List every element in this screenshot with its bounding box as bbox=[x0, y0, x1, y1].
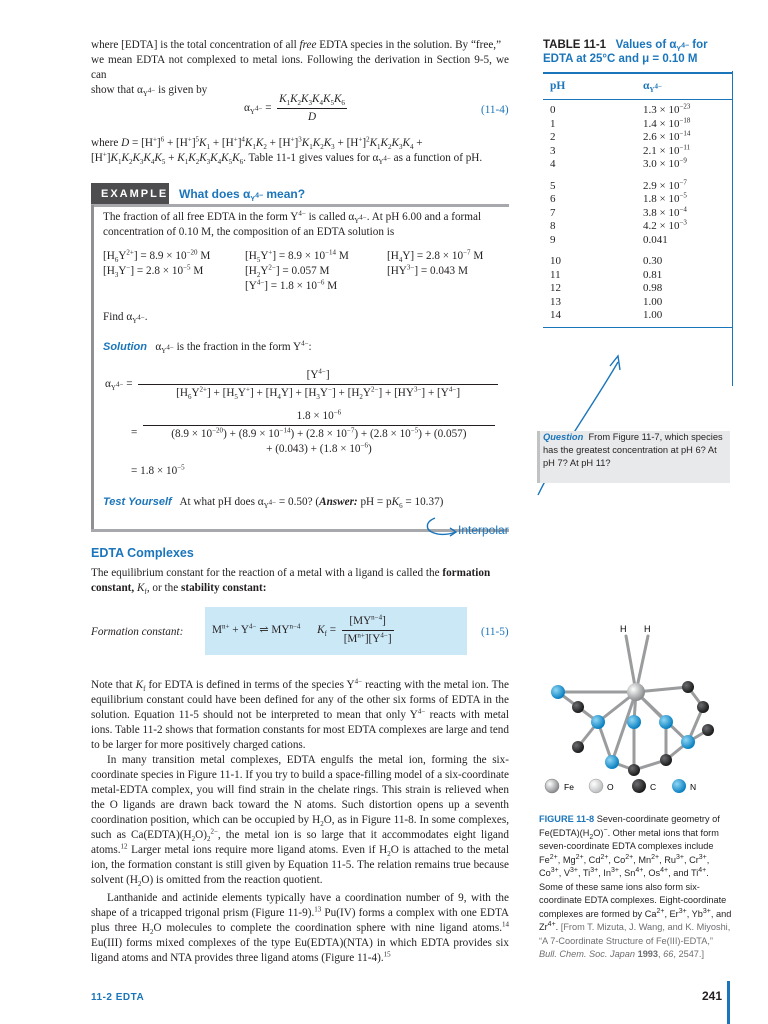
legend-o: O bbox=[607, 782, 614, 792]
table-11-1 bbox=[543, 38, 733, 328]
table-row bbox=[543, 204, 733, 221]
table-row bbox=[543, 104, 733, 118]
question-text: From Figure 11-7, which species has the greatest concentration at pH 6? At pH 7? At pH 11? bbox=[543, 432, 723, 468]
alpha-cell: 0.30 bbox=[643, 255, 663, 267]
table-header bbox=[543, 74, 733, 100]
column-header-ph: pH bbox=[550, 80, 566, 92]
table-row bbox=[543, 158, 733, 172]
alpha-cell: $2.1 \times 10^{-11}$ bbox=[643, 142, 691, 157]
formation-constant-label: Formation constant: bbox=[91, 626, 184, 638]
footer-section: 11-2 EDTA bbox=[91, 992, 145, 1003]
table-row bbox=[543, 234, 733, 248]
alpha-cell: $1.4 \times 10^{-18}$ bbox=[643, 115, 691, 130]
equation-number-11-5: (11-5) bbox=[481, 626, 509, 638]
ph-cell: 9 bbox=[550, 233, 556, 246]
definition-of-d: where $D = [H^+]^6 + [H^+]^5K_1 + [H^+]^4K_1K_2 + [H^+]^3K_1K_2K_3 + [H^+]^2K_1K_2K_3K_4$ + $[H^+]K_1K_2K_3K_4K_5 + K_1K_2K_3K_4K_5K_6$. Table 11-1 gives values for $\alpha_{Y^{4-}}$ as a function of pH. bbox=[91, 135, 483, 167]
ph-cell: 6 bbox=[550, 193, 556, 205]
figure-source: [From T. Mizuta, J. Wang, and K. Miyoshi, “A 7-Coordinate Structure of Fe(III)-EDTA,” Bull. Chem. Soc. Japan 1993, 66, 2547.] bbox=[539, 922, 731, 959]
alpha-cell: $1.8 \times 10^{-5}$ bbox=[643, 191, 687, 205]
table-row bbox=[543, 131, 733, 145]
alpha-cell: 0.98 bbox=[643, 282, 663, 294]
figure-11-8-molecule bbox=[538, 622, 730, 797]
intro-line: we mean EDTA not complexed to metal ions. Following the derivation in Section 9-5, we can bbox=[91, 54, 509, 81]
ph-cell: 2 bbox=[550, 131, 556, 143]
table-title-line2: EDTA at 25°C and μ = 0.10 M bbox=[543, 53, 698, 65]
ph-cell: 0 bbox=[550, 104, 556, 116]
find-text: Find $\alpha_{Y^{4-}}$. bbox=[103, 311, 148, 326]
intro-text bbox=[91, 38, 509, 98]
column-header-alpha: $\alpha_{Y^{4-}}$ bbox=[643, 80, 662, 95]
ph-cell: 5 bbox=[550, 179, 556, 192]
hydrogen-label: H bbox=[644, 624, 651, 634]
example-tag: EXAMPLE bbox=[91, 183, 169, 205]
ph-cell: 7 bbox=[550, 206, 556, 219]
table-row bbox=[543, 177, 733, 194]
table-label: TABLE 11-1 bbox=[543, 39, 607, 51]
solution-equation-2: = $1.8 \times 10^{-6}$ $(8.9 \times 10^{-20}) + (8.9 \times 10^{-14}) + (2.8 \times 10^{-7}) + (2.8 \times 10^{-5}) + (0.057)$ + $(0.043) + (1.8 \times 10^{-6})$ bbox=[131, 409, 495, 457]
table-row bbox=[543, 220, 733, 234]
legend-n: N bbox=[690, 782, 697, 792]
ph-cell: 10 bbox=[550, 255, 561, 267]
ph-cell: 4 bbox=[550, 158, 556, 170]
body-paragraph-3: Lanthanide and actinide elements typically have a coordination number of 9, with the shape of a tricapped trigonal prism (Figure 11-9).$^{13}$ Pu(IV) forms a complex with one EDTA plus three $H_2O$ molecules to complete the coordination sphere with nine ligand atoms.$^{14}$ Eu(III) forms mixed complexes of the type Eu(EDTA)(NTA) in which EDTA provides six ligand atoms and NTA provides three ligand atoms (Figure 11-4).$^{15}$ bbox=[91, 892, 510, 964]
hydrogen-label: H bbox=[620, 624, 627, 634]
ph-cell: 14 bbox=[550, 309, 561, 321]
table-row bbox=[543, 282, 733, 296]
table-title-text: Values of $\alpha_{Y^{4-}}$ for bbox=[615, 39, 708, 54]
legend-fe: Fe bbox=[564, 782, 574, 792]
intro-line: where [EDTA] is the total concentration of all free EDTA species in the solution. By “free,” bbox=[91, 39, 502, 51]
ph-cell: 8 bbox=[550, 220, 556, 232]
legend-c: C bbox=[650, 782, 657, 792]
body-paragraph-2: In many transition metal complexes, EDTA engulfs the metal ion, forming the six-coordinate species in Figure 11-1. If you try to build a space-filling model of a six-coordinate metal-EDTA complex, you will find strain in the chelate rings. This strain is relieved when the O ligands are drawn back toward the N atoms. Such distortion opens up a seventh coordination position, which can be occupied by $H_2O$, as in Figure 11-8. In some complexes, such as $Ca(EDTA)(H_2O)_2^{2-}$, the metal ion is so large that it accommodates eight ligand atoms.$^{12}$ Larger metal ions require more ligand atoms. Even if $H_2O$ is attached to the metal ion, the formation constant is still given by Equation 11-5. The relation remains true because solvent $(H_2O)$ is omitted from the reaction quotient. bbox=[91, 754, 510, 889]
ph-cell: 3 bbox=[550, 144, 556, 157]
alpha-cell: 1.00 bbox=[643, 309, 663, 321]
alpha-cell: $1.3 \times 10^{-23}$ bbox=[643, 102, 691, 116]
equation-11-4: $\alpha_{Y^{4-}}$ = $\frac{K_1K_2K_3K_4K_5K_6}{D}$ bbox=[244, 93, 345, 123]
figure-caption: FIGURE 11-8 Seven-coordinate geometry of $Fe(EDTA)(H_2O)^-$. Other metal ions that form seven-coordinate EDTA complexes include $Fe^{2+}$, $Mg^{2+}$, $Cd^{2+}$, $Co^{2+}$, $Mn^{2+}$, $Ru^{3+}$, $Cr^{3+}$, $Co^{3+}$, $V^{3+}$, $Ti^{3+}$, $In^{3+}$, $Sn^{4+}$, $Os^{4+}$, and $Ti^{4+}$. Some of these same ions also form six-coordinate EDTA complexes. Eight-coordinate complexes are formed by $Ca^{2+}$, $Er^{3+}$, $Yb^{3+}$, and $Zr^{4+}$. [From T. Mizuta, J. Wang, and K. Miyoshi, “A 7-Coordinate Structure of Fe(III)-EDTA,” Bull. Chem. Soc. Japan 1993, 66, 2547.] bbox=[539, 814, 732, 959]
alpha-cell: $3.8 \times 10^{-4}$ bbox=[643, 204, 687, 219]
test-yourself-label: Test Yourself bbox=[103, 496, 172, 508]
table-title bbox=[543, 38, 733, 66]
handwritten-note: Interpolar bbox=[458, 523, 509, 537]
table-row bbox=[543, 193, 733, 207]
solution-equation-1: $\alpha_{Y^{4-}}$ = $\frac{[Y^{4-}]}{[H_6Y^{2+}] + [H_5Y^+] + [H_4Y] + [H_3Y^-] + [H_2Y^{2-}] + [HY^{3-}] + [Y^{4-}]}$ bbox=[105, 368, 498, 401]
section-intro: The equilibrium constant for the reaction of a metal with a ligand is called the formation constant, $K_f$, or the stability constant: bbox=[91, 567, 491, 597]
alpha-cell: $3.0 \times 10^{-9}$ bbox=[643, 156, 687, 170]
question-callout bbox=[537, 431, 730, 483]
alpha-cell: $4.2 \times 10^{-3}$ bbox=[643, 218, 687, 232]
equation-number: (11-4) bbox=[481, 104, 509, 116]
alpha-cell: 1.00 bbox=[643, 295, 663, 308]
table-row bbox=[543, 115, 733, 132]
question-label: Question bbox=[543, 432, 584, 442]
figure-label: FIGURE 11-8 bbox=[539, 814, 595, 824]
ph-cell: 11 bbox=[550, 268, 561, 281]
composition-grid: $[H_6Y^{2+}] = 8.9 \times 10^{-20}$ M $[H_5Y^+] = 8.9 \times 10^{-14}$ M $[H_4Y] = 2.8 \times 10^{-7}$ M $[H_3Y^-] = 2.8 \times 10^{-5}$ M $[H_2Y^{2-}] = 0.057$ M $[HY^{3-}] = 0.043$ M $[Y^{4-}] = 1.8 \times 10^{-6}$ M bbox=[103, 248, 484, 292]
solution-label: Solution bbox=[103, 341, 147, 353]
solution-result: = $1.8 \times 10^{-5}$ bbox=[131, 463, 185, 477]
page-number: 241 bbox=[702, 989, 723, 1003]
intro-line: show that $\alpha_{Y^{4-}}$ is given by bbox=[91, 84, 208, 99]
test-yourself: Test Yourself At what pH does $\alpha_{Y^{4-}} = 0.50$? (Answer: pH = $pK_6 = 10.37$) bbox=[103, 496, 444, 511]
alpha-cell: $2.6 \times 10^{-14}$ bbox=[643, 129, 691, 143]
table-row bbox=[543, 309, 733, 323]
alpha-cell: $2.9 \times 10^{-7}$ bbox=[643, 177, 687, 192]
alpha-cell: 0.81 bbox=[643, 268, 663, 281]
solution-line: Solution $\alpha_{Y^{4-}}$ is the fraction in the form $Y^{4-}$: bbox=[103, 339, 312, 356]
table-row bbox=[543, 296, 733, 310]
ph-cell: 1 bbox=[550, 117, 556, 130]
table-body bbox=[543, 100, 733, 328]
example-text: The fraction of all free EDTA in the form $Y^{4-}$ is called $\alpha_{Y^{4-}}$. At pH 6.00 and a formal concentration of 0.10 M, the composition of an EDTA solution is bbox=[103, 209, 482, 238]
ph-cell: 13 bbox=[550, 295, 561, 308]
table-row bbox=[543, 255, 733, 269]
formation-constant-equation: $M^{n+} + Y^{4-}$ ⇌ $MY^{n-4}$ $K_f$ = $\frac{[MY^{n-4}]}{[M^{n+}][Y^{4-}]}$ bbox=[212, 613, 392, 645]
example-title: What does $\alpha_{Y^{4-}}$ mean? bbox=[179, 186, 306, 203]
body-paragraph-1: Note that $K_f$ for EDTA is defined in terms of the species $Y^{4-}$ reacting with the metal ion. The equilibrium constant could have been defined for any of the other six forms of EDTA in the solution. Equation 11-5 should not be interpreted to mean that only $Y^{4-}$ reacts with metal ions. Table 11-2 shows that formation constants for most EDTA complexes are large and tend to be larger for more positively charged cations. bbox=[91, 677, 509, 751]
section-heading: EDTA Complexes bbox=[91, 546, 194, 560]
table-row bbox=[543, 269, 733, 283]
ph-cell: 12 bbox=[550, 282, 561, 294]
table-row bbox=[543, 142, 733, 159]
alpha-cell: 0.041 bbox=[643, 233, 668, 246]
